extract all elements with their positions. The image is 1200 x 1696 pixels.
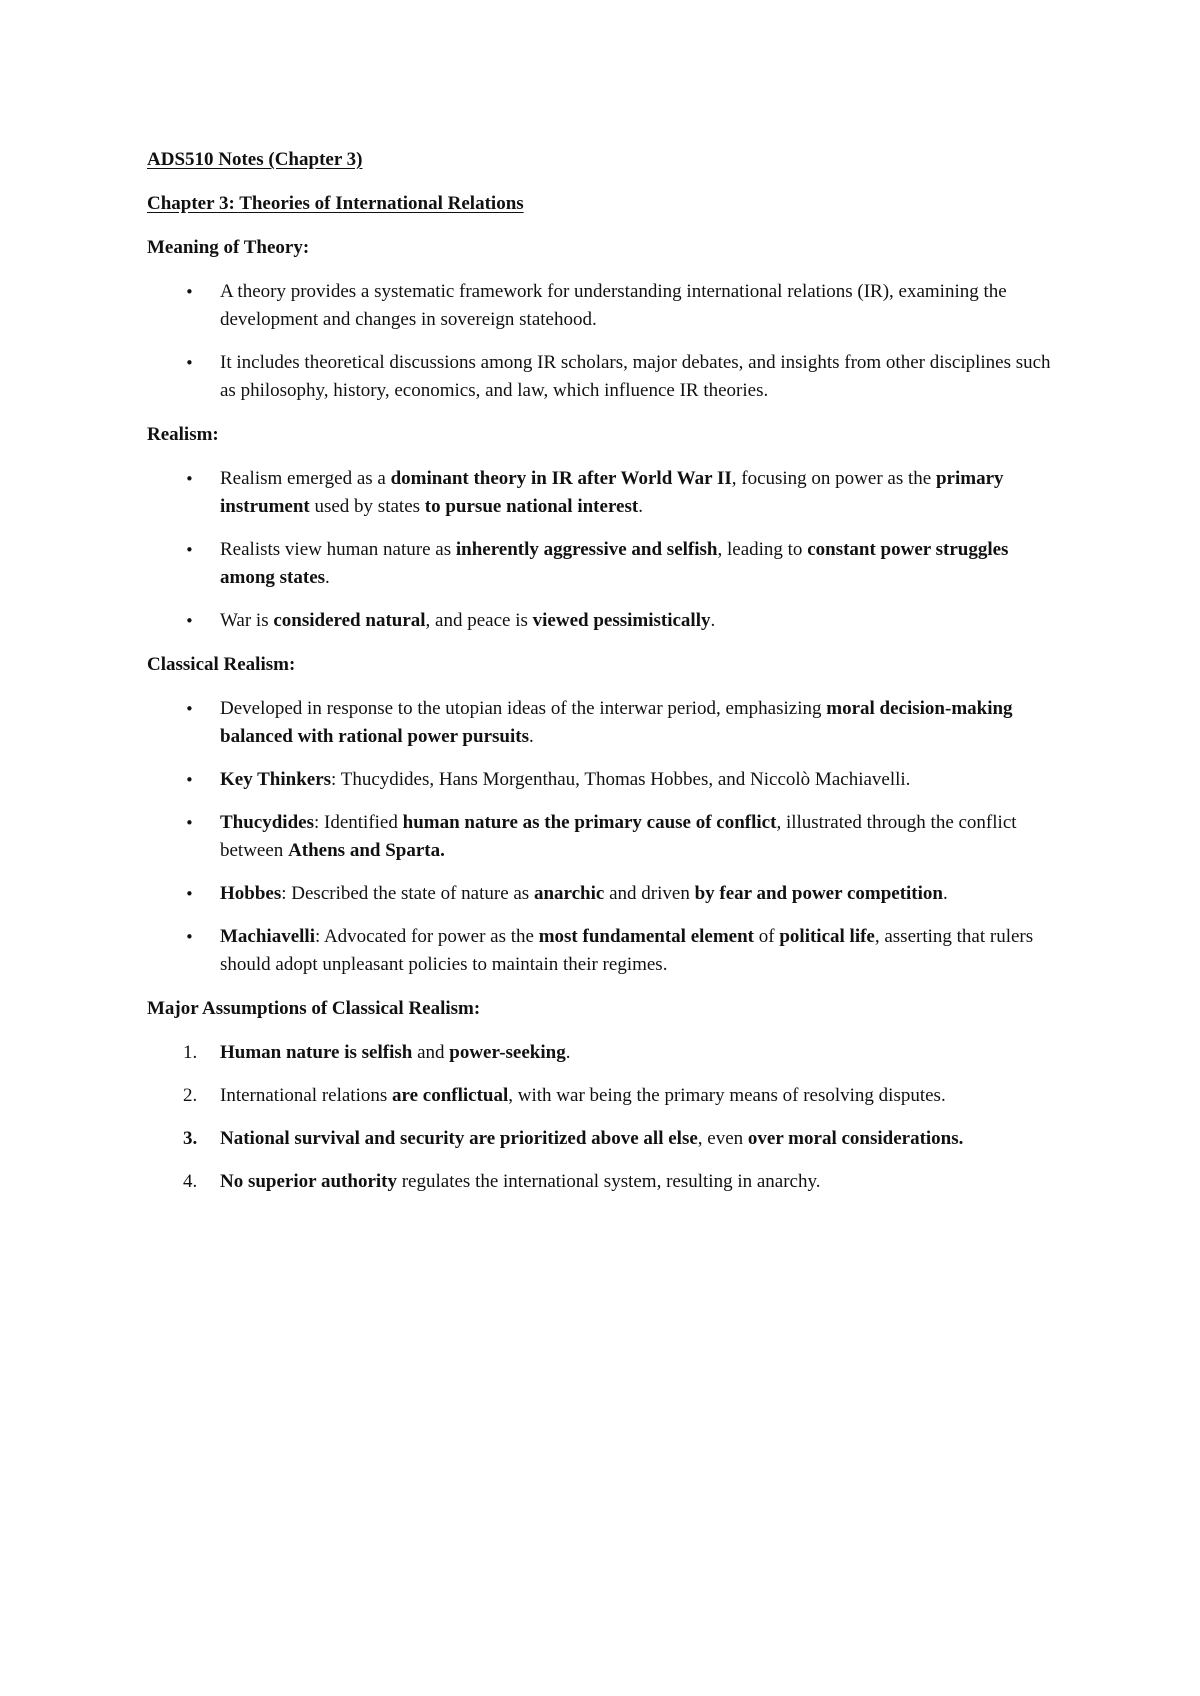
section-heading-major-assumptions: Major Assumptions of Classical Realism: [147, 998, 481, 1019]
bold-text: Hobbes [220, 883, 282, 904]
text-run: War is [220, 610, 274, 631]
bold-text: by fear and power competition [694, 883, 943, 904]
text-run: : Identified [313, 812, 403, 833]
bold-text: human nature as the primary cause of conflict [402, 812, 777, 833]
bullet-list-meaning-of-theory [147, 278, 1067, 405]
document-title: ADS510 Notes (Chapter 3) [147, 149, 363, 170]
text-run: of [754, 926, 780, 947]
text-run: . [638, 496, 643, 517]
bold-text: Thucydides [220, 812, 314, 833]
text-run: , illustrated through the conflict between [220, 812, 1017, 861]
bullet-item [147, 695, 1067, 751]
text-run: , focusing on power as the [731, 468, 936, 489]
list-number: 3. [183, 1128, 198, 1149]
text-run: Realists view human nature as [220, 539, 456, 560]
bold-text: over moral considerations. [747, 1128, 964, 1149]
text-run: International relations [220, 1085, 392, 1106]
text-run: and driven [604, 883, 695, 904]
bold-text: inherently aggressive and selfish [455, 539, 718, 560]
bold-text: anarchic [533, 883, 605, 904]
text-run: , with war being the primary means of resolving disputes. [508, 1085, 946, 1106]
numbered-list-major-assumptions [147, 1039, 1067, 1196]
list-number: 2. [183, 1085, 198, 1106]
numbered-item [147, 1039, 1067, 1067]
bold-text: No superior authority [220, 1171, 397, 1192]
text-run: , and peace is [425, 610, 533, 631]
text-run: . [565, 1042, 571, 1063]
section-heading-realism: Realism: [147, 424, 219, 445]
text-run: : Thucydides, Hans Morgenthau, Thomas Hobbes, and Niccolò Machiavelli. [331, 769, 911, 790]
bold-text: political life [779, 926, 875, 947]
text-run: Realism emerged as a [220, 468, 391, 489]
bullet-item [147, 349, 1067, 405]
bold-text: power-seeking [449, 1042, 566, 1063]
bold-text: constant power struggles among states [220, 539, 1009, 588]
document-page [147, 146, 1067, 1212]
bold-text: considered natural [273, 610, 426, 631]
text-run: . [710, 610, 716, 631]
chapter-title: Chapter 3: Theories of International Relations [147, 193, 524, 214]
bullet-item [147, 880, 1067, 908]
bold-text: Machiavelli [220, 926, 315, 947]
text-run: : Advocated for power as the [314, 926, 539, 947]
bullet-item [147, 766, 1067, 794]
bold-text: Human nature is selfish [220, 1042, 413, 1063]
bold-text: dominant theory in IR after World War II [390, 468, 732, 489]
text-run: It includes theoretical discussions among IR scholars, major debates, and insights from other disciplines such as philosophy, history, economics, and law, which influence IR theories. [220, 352, 1051, 401]
bullet-list-classical-realism [147, 695, 1067, 979]
bold-text: Athens and Sparta. [288, 840, 445, 861]
numbered-item [147, 1082, 1067, 1110]
bold-text: to pursue national interest [424, 496, 639, 517]
text-run: , leading to [717, 539, 808, 560]
text-run: , asserting that rulers should adopt unpleasant policies to maintain their regimes. [220, 926, 1034, 975]
bullet-item [147, 923, 1067, 979]
bullet-item [147, 465, 1067, 521]
text-run: . [528, 726, 534, 747]
bold-text: Key Thinkers [220, 769, 332, 790]
bold-text: most fundamental element [538, 926, 755, 947]
text-run: . [325, 567, 330, 588]
text-run: . [942, 883, 948, 904]
list-number: 4. [183, 1171, 198, 1192]
text-run: : Described the state of nature as [281, 883, 534, 904]
list-number: 1. [183, 1042, 198, 1063]
text-run: , even [697, 1128, 748, 1149]
numbered-item [147, 1168, 1067, 1196]
bullet-list-realism [147, 465, 1067, 635]
bullet-item [147, 278, 1067, 334]
text-run: regulates the international system, resulting in anarchy. [396, 1171, 821, 1192]
bullet-item [147, 536, 1067, 592]
bold-text: primary instrument [220, 468, 1004, 517]
text-run: used by states [309, 496, 425, 517]
text-run: and [412, 1042, 450, 1063]
section-heading-classical-realism: Classical Realism: [147, 654, 296, 675]
numbered-item [147, 1125, 1067, 1153]
bold-text: National survival and security are prioritized above all else [220, 1128, 698, 1149]
bullet-item [147, 607, 1067, 635]
text-run: A theory provides a systematic framework for understanding international relations (IR), examining the development and changes in sovereign statehood. [220, 281, 1007, 330]
bold-text: viewed pessimistically [532, 610, 711, 631]
bullet-item [147, 809, 1067, 865]
bold-text: are conflictual [392, 1085, 509, 1106]
bold-text: moral decision-making balanced with rational power pursuits [220, 698, 1013, 747]
section-heading-meaning-of-theory: Meaning of Theory: [147, 237, 310, 258]
text-run: Developed in response to the utopian ideas of the interwar period, emphasizing [220, 698, 827, 719]
